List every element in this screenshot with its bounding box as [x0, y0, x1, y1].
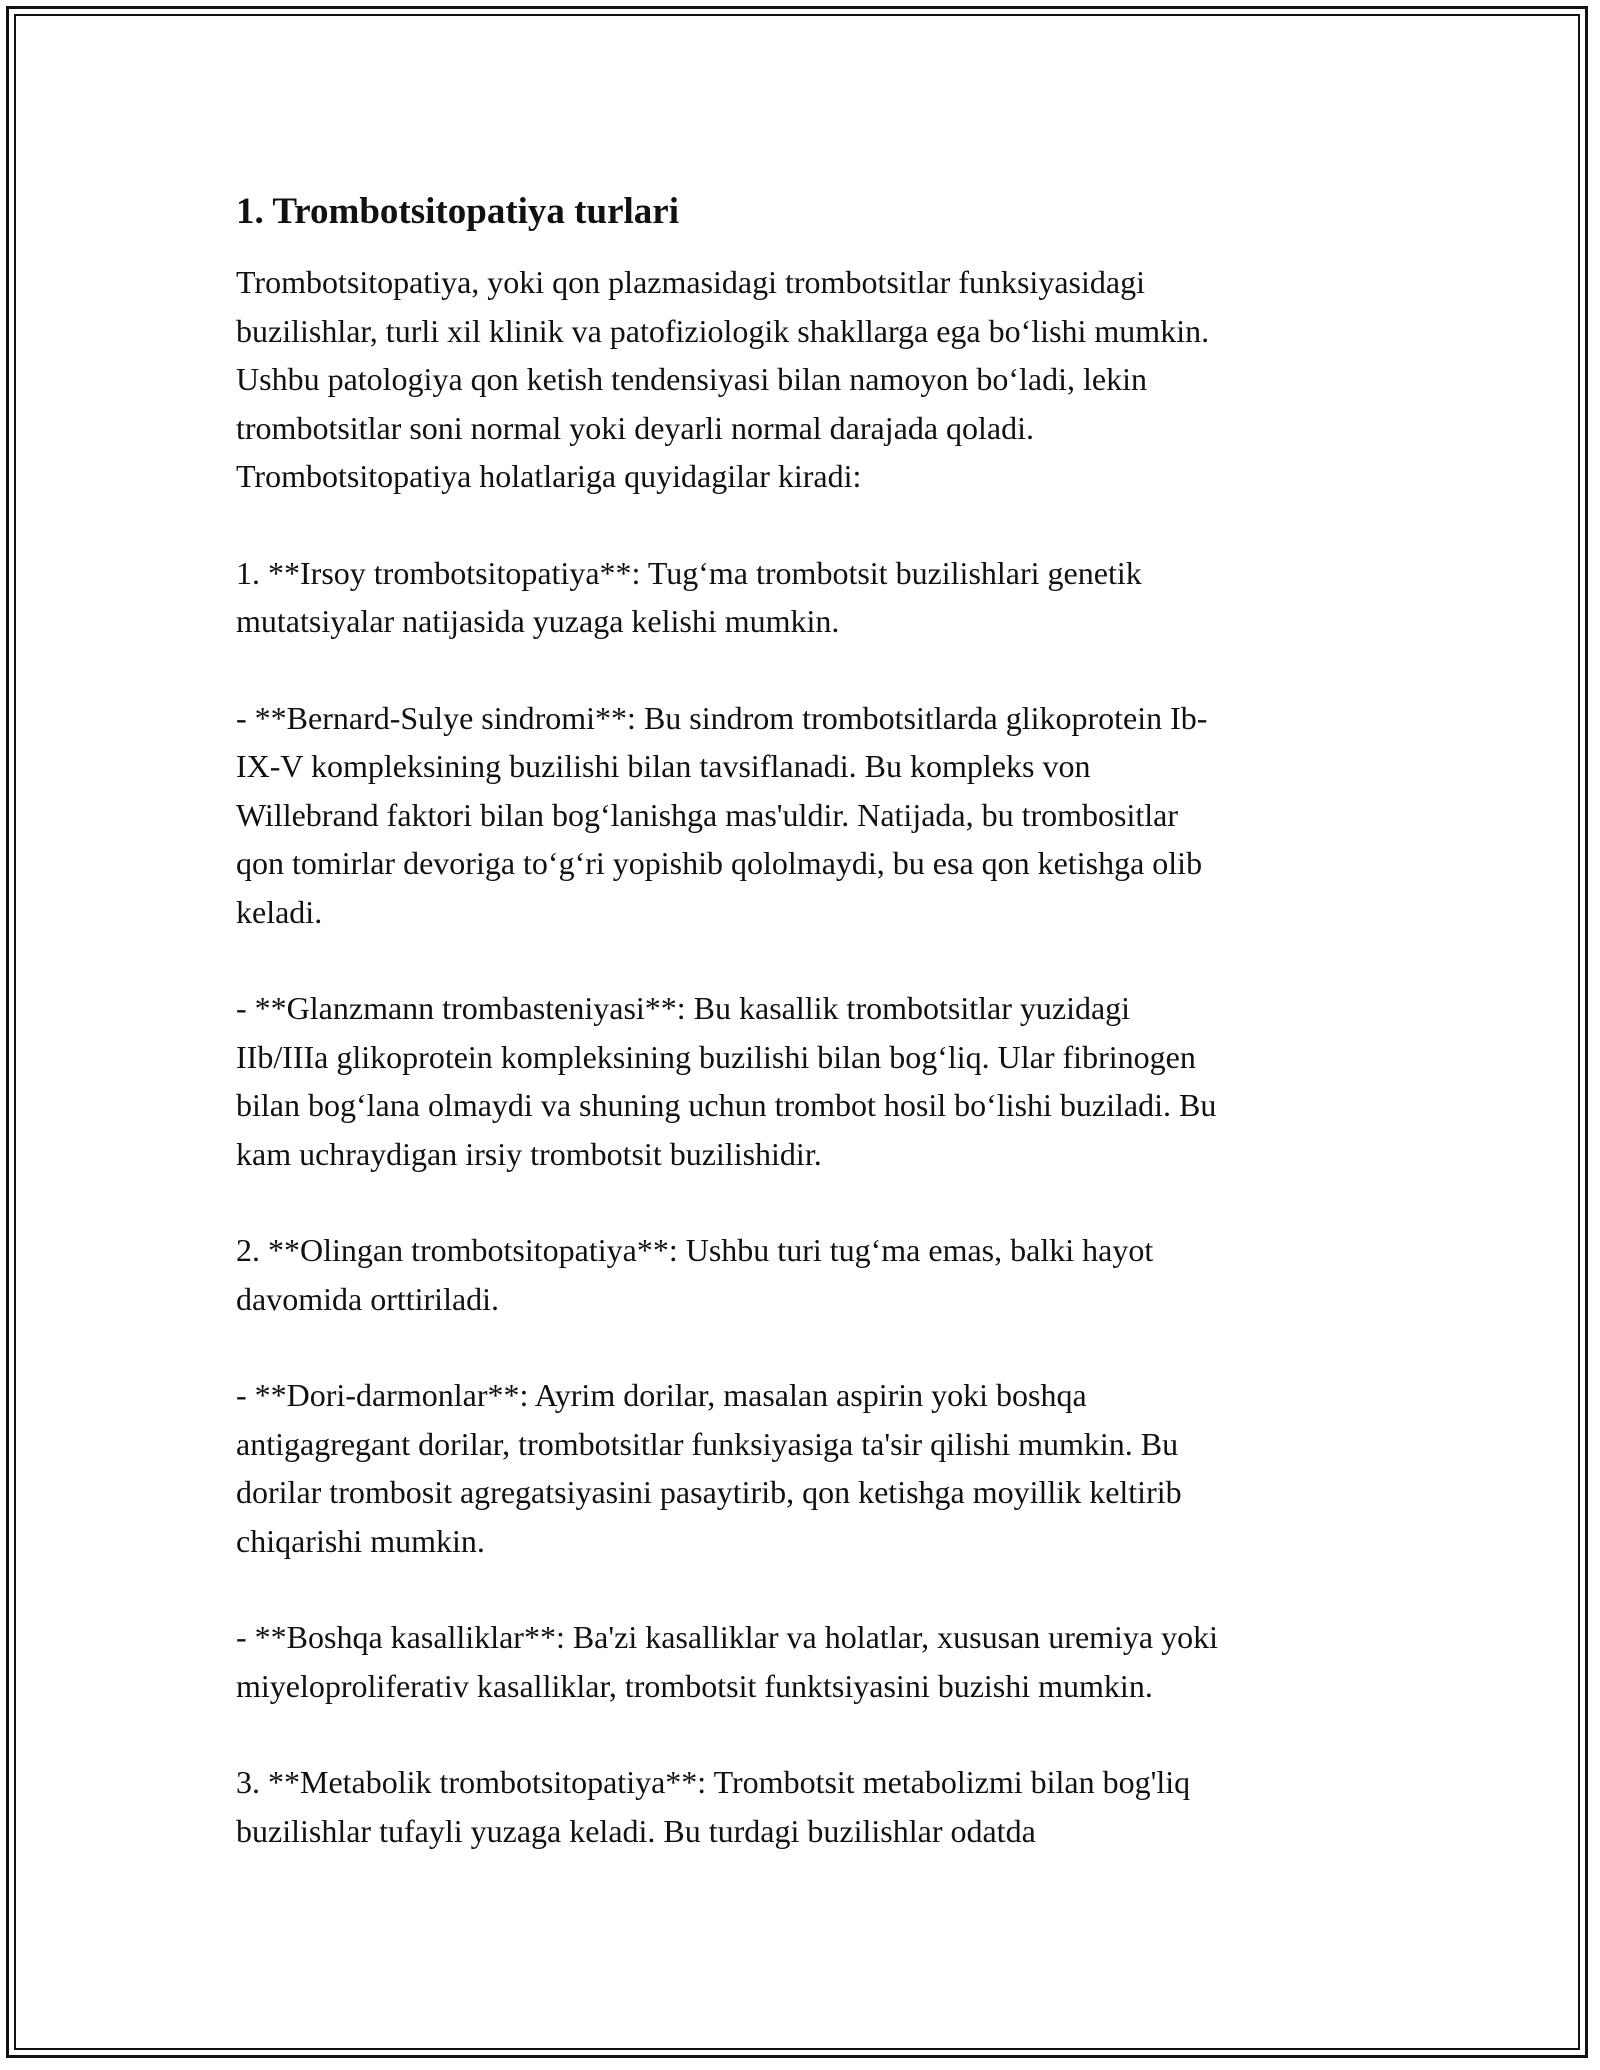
intro-paragraph: Trombotsitopatiya, yoki qon plazmasidagi trombotsitlar funksiyasidagi buzilishlar, turli xil klinik va patofiziologik shakllarga ega boʻlishi mumkin. Ushbu patologiya qon ketish tendensiyasi bilan namoyon boʻladi, lekin trombotsitlar soni normal yoki deyarli normal darajada qoladi. Trombotsitopatiya holatlariga quyidagilar kiradi:: [236, 264, 1210, 494]
paragraph-acquired: 2. **Olingan trombotsitopatiya**: Ushbu turi tugʻma emas, balki hayot davomida orttiriladi.: [236, 1232, 1154, 1317]
paragraph-metabolic: 3. **Metabolik trombotsitopatiya**: Trombotsit metabolizmi bilan bog'liq buzilishlar tufayli yuzaga keladi. Bu turdagi buzilishlar odatda: [236, 1764, 1191, 1849]
paragraph-glanzmann: - **Glanzmann trombasteniyasi**: Bu kasallik trombotsitlar yuzidagi IIb/IIIa glikoprotein kompleksining buzilishi bilan bogʻliq. Ular fibrinogen bilan bogʻlana olmaydi va shuning uchun trombot hosil boʻlishi buziladi. Bu kam uchraydigan irsiy trombotsit buzilishidir.: [236, 990, 1217, 1172]
paragraph-medications: - **Dori-darmonlar**: Ayrim dorilar, masalan aspirin yoki boshqa antigagregant dorilar, trombotsitlar funksiyasiga ta'sir qilishi mumkin. Bu dorilar trombosit agregatsiyasini pasaytirib, qon ketishga moyillik keltirib chiqarishi mumkin.: [236, 1377, 1182, 1559]
paragraph-other-diseases: - **Boshqa kasalliklar**: Ba'zi kasalliklar va holatlar, xususan uremiya yoki miyeloproliferativ kasalliklar, trombotsit funktsiyasini buzishi mumkin.: [236, 1619, 1219, 1704]
document-body: [236, 186, 1376, 1903]
paragraph-list: [236, 258, 1376, 1855]
paragraph-hereditary: 1. **Irsoy trombotsitopatiya**: Tugʻma trombotsit buzilishlari genetik mutatsiyalar natijasida yuzaga kelishi mumkin.: [236, 554, 1142, 639]
section-heading: 1. Trombotsitopatiya turlari: [236, 191, 679, 232]
paragraph-bernard-soulier: - **Bernard-Sulye sindromi**: Bu sindrom trombotsitlarda glikoprotein Ib- IX-V kompleksining buzilishi bilan tavsiflanadi. Bu kompleks von Willebrand faktori bilan bogʻlanishga mas'uldir. Natijada, bu trombositlar qon tomirlar devoriga toʻgʻri yopishib qololmaydi, bu esa qon ketishga olib keladi.: [236, 699, 1208, 930]
